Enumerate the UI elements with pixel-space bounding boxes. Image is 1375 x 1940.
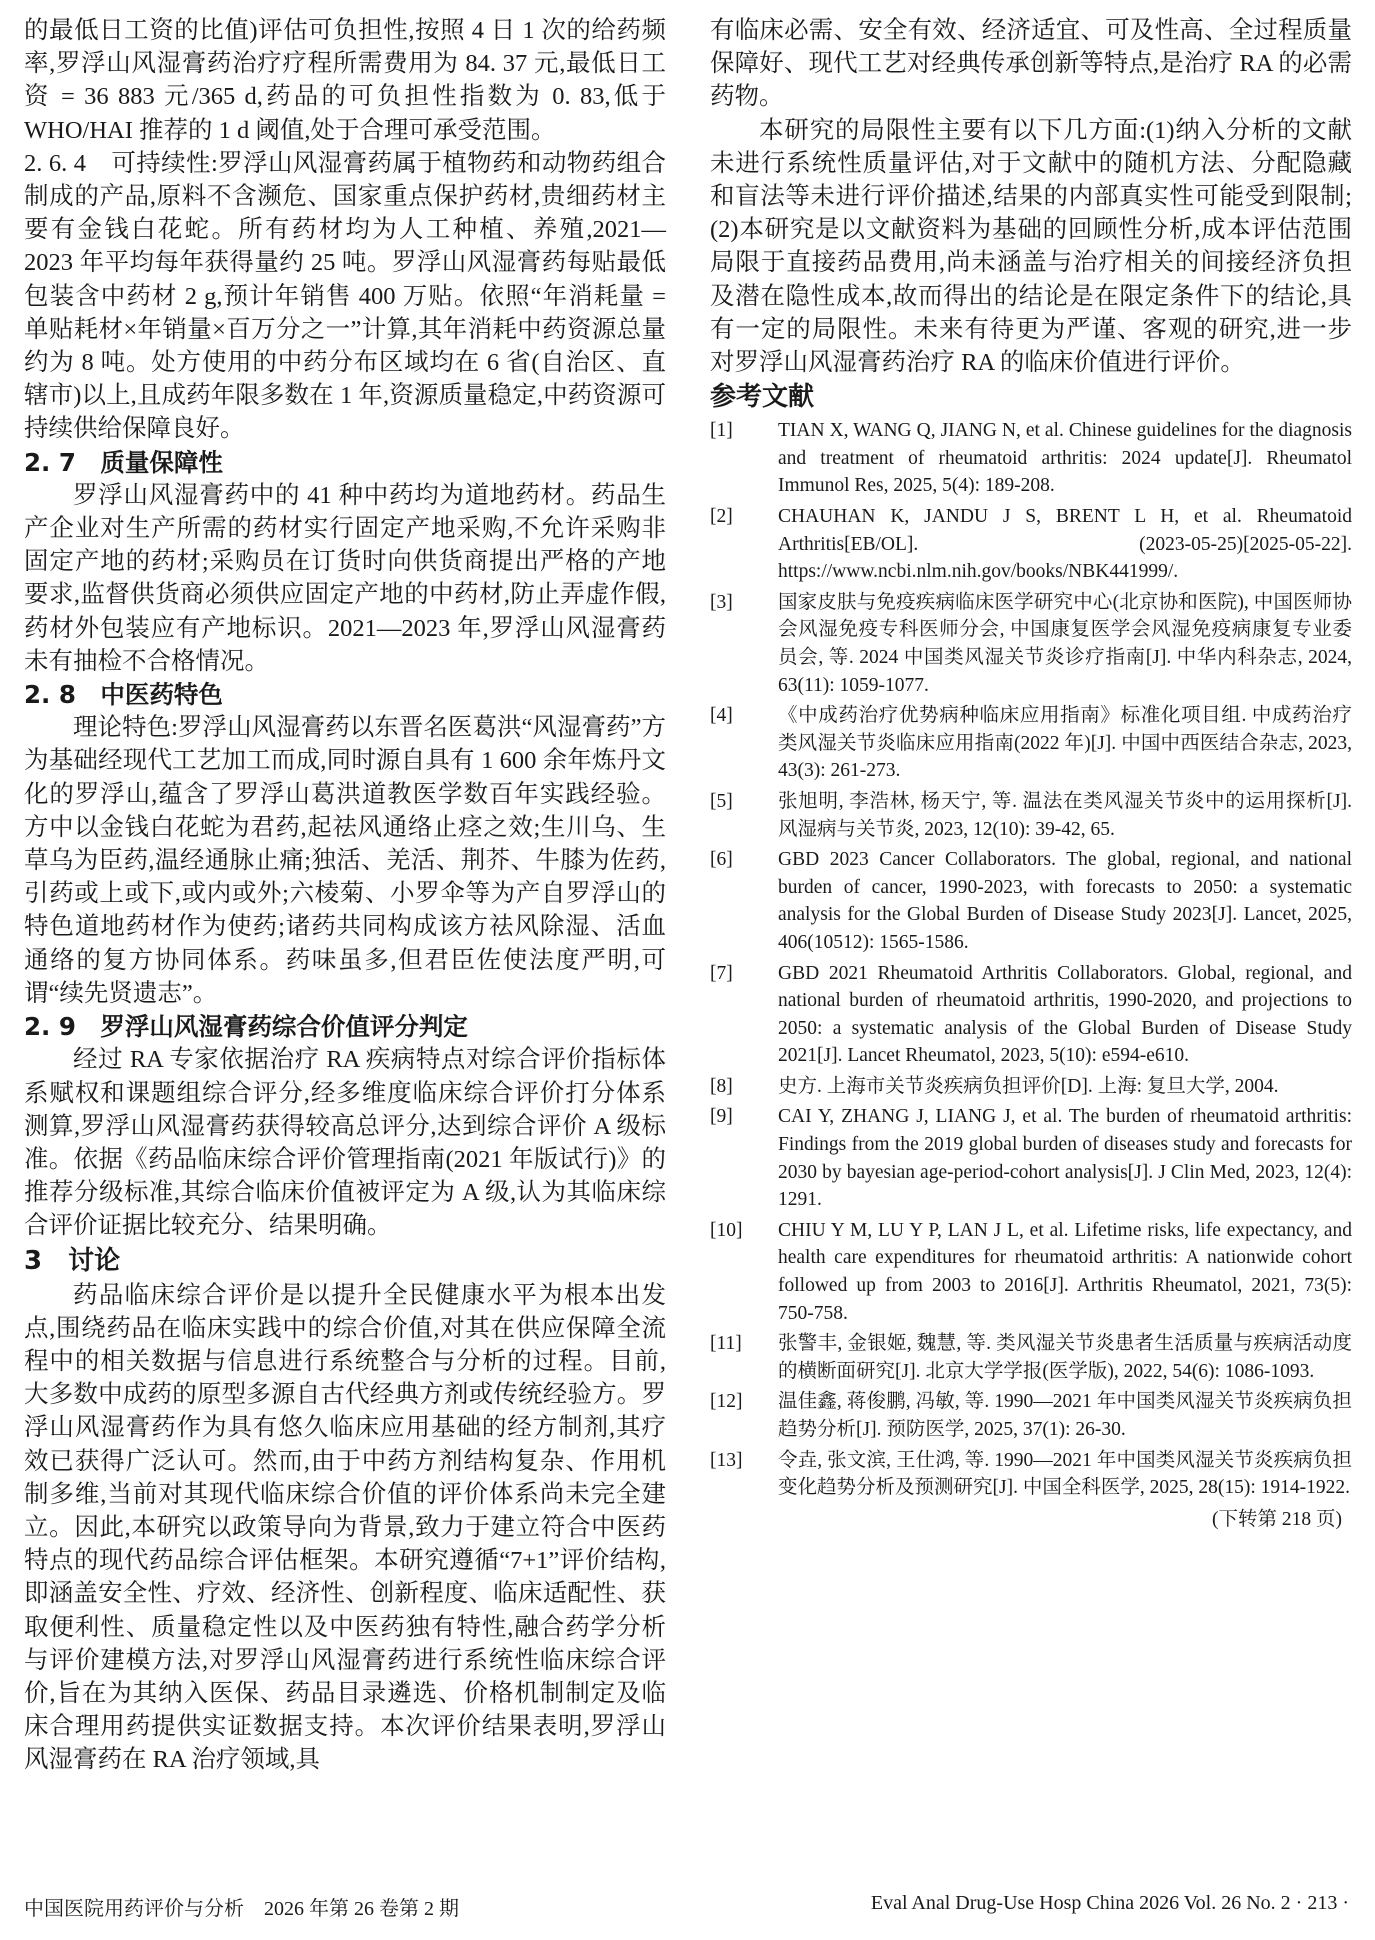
- reference-text: 令垚, 张文滨, 王仕鸿, 等. 1990—2021 年中国类风湿关节炎疾病负担变化趋势分析及预测研究[J]. 中国全科医学, 2025, 28(15): 1914-1922.: [778, 1449, 1352, 1499]
- reference-number: [3]: [710, 591, 733, 613]
- reference-text: CHIU Y M, LU Y P, LAN J L, et al. Lifetime risks, life expectancy, and health care expenditures for rheumatoid arthritis: A nationwide cohort followed up from 2003 to 2016[J]. Arthritis Rheumatol, 2021, 73(5): 750-758.: [778, 1219, 1352, 1324]
- section-heading: 2. 8 中医药特色: [24, 680, 223, 710]
- reference-item: [710, 1388, 1352, 1443]
- paragraph: 经过 RA 专家依据治疗 RA 疾病特点对综合评价指标体系赋权和课题组综合评分,经多维度临床综合评价打分体系测算,罗浮山风湿膏药获得较高总评分,达到综合评价 A 级标准。依据《药品临床综合评价管理指南(2021 年版试行)》的推荐分级标准,其综合临床价值被评定为 A 级,认为其临床综合评价证据比较充分、结果明确。: [24, 1046, 666, 1240]
- reference-number: [11]: [710, 1333, 742, 1355]
- reference-text: 国家皮肤与免疫疾病临床医学研究中心(北京协和医院), 中国医师协会风湿免疫专科医师分会, 中国康复医学会风湿免疫病康复专业委员会, 等. 2024 中国类风湿关节炎诊疗指南[J]. 中华内科杂志, 2024, 63(11): 1059-1077.: [778, 591, 1352, 696]
- paragraph: 的最低日工资的比值)评估可负担性,按照 4 日 1 次的给药频率,罗浮山风湿膏药治疗疗程所需费用为 84. 37 元,最低日工资 = 36 883 元/365 d,药品的可负担性指数为 0. 83,低于 WHO/HAI 推荐的 1 d 阈值,处于合理可承受范围。: [24, 17, 666, 144]
- reference-number: [2]: [710, 506, 733, 528]
- reference-number: [5]: [710, 790, 733, 812]
- reference-text: 史方. 上海市关节炎疾病负担评价[D]. 上海: 复旦大学, 2004.: [778, 1075, 1279, 1097]
- page-footer: [24, 1892, 1349, 1922]
- reference-text: CAI Y, ZHANG J, LIANG J, et al. The burden of rheumatoid arthritis: Findings from the 2019 global burden of diseases study and forecasts for 2030 by bayesian age-period-cohort analysis[J]. J Clin Med, 2023, 12(4): 1291.: [778, 1106, 1352, 1211]
- reference-item: [710, 788, 1352, 843]
- reference-text: 张警丰, 金银姬, 魏慧, 等. 类风湿关节炎患者生活质量与疾病活动度的横断面研究[J]. 北京大学学报(医学版), 2022, 54(6): 1086-1093.: [778, 1333, 1352, 1382]
- journal-name-en-page: Eval Anal Drug-Use Hosp China 2026 Vol. 26 No. 2 · 213 ·: [870, 1892, 1349, 1914]
- reference-number: [7]: [710, 962, 733, 984]
- section-heading: 2. 7 质量保障性: [24, 447, 223, 477]
- paragraph: 2. 6. 4 可持续性:罗浮山风湿膏药属于植物药和动物药组合制成的产品,原料不含濒危、国家重点保护药材,贵细药材主要有金钱白花蛇。所有药材均为人工种植、养殖,2021—2023 年平均每年获得量约 25 吨。罗浮山风湿膏药每贴最低包装含中药材 2 g,预计年销售 400 万贴。依照“年消耗量 = 单贴耗材×年销量×百万分之一”计算,其年消耗中药资源总量约为 8 吨。处方使用的中药分布区域均在 6 省(自治区、直辖市)以上,且成药年限多数在 1 年,资源质量稳定,中药资源可持续供给保障良好。: [24, 149, 666, 443]
- reference-item: [710, 1217, 1352, 1327]
- section-heading: 2. 9 罗浮山风湿膏药综合价值评分判定: [24, 1012, 468, 1042]
- paragraph: 有临床必需、安全有效、经济适宜、可及性高、全过程质量保障好、现代工艺对经典传承创新等特点,是治疗 RA 的必需药物。: [710, 17, 1352, 111]
- reference-text: 《中成药治疗优势病种临床应用指南》标准化项目组. 中成药治疗类风湿关节炎临床应用指南(2022 年)[J]. 中国中西医结合杂志, 2023, 43(3): 261-273.: [778, 705, 1352, 782]
- reference-number: [9]: [710, 1106, 733, 1128]
- reference-number: [10]: [710, 1219, 743, 1241]
- reference-number: [1]: [710, 420, 733, 442]
- paragraph: 理论特色:罗浮山风湿膏药以东晋名医葛洪“风湿膏药”方为基础经现代工艺加工而成,同时源自具有 1 600 余年炼丹文化的罗浮山,蕴含了罗浮山葛洪道教医学数百年实践经验。方中以金钱白花蛇为君药,起祛风通络止痉之效;生川乌、生草乌为臣药,温经通脉止痛;独活、羌活、荆芥、牛膝为佐药,引药或上或下,或内或外;六棱菊、小罗伞等为产自罗浮山的特色道地药材作为使药;诸药共同构成该方祛风除湿、活血通络的复方协同体系。药味虽多,但君臣佐使法度严明,可谓“续先贤遗志”。: [24, 714, 666, 1007]
- left-column: [24, 14, 666, 1777]
- paragraph: 罗浮山风湿膏药中的 41 种中药均为道地药材。药品生产企业对生产所需的药材实行固定产地采购,不允许采购非固定产地的药材;采购员在订货时向供货商提出严格的产地要求,监督供货商必须供应固定产地的中药材,防止弄虚作假,药材外包装应有产地标识。2021—2023 年,罗浮山风湿膏药未有抽检不合格情况。: [24, 481, 666, 675]
- reference-item: [710, 417, 1352, 500]
- reference-item: [710, 503, 1352, 586]
- reference-number: [8]: [710, 1075, 733, 1097]
- right-column: [710, 14, 1352, 1534]
- reference-list: [710, 417, 1352, 1502]
- section-heading: 3 讨论: [24, 1245, 121, 1276]
- reference-item: [710, 589, 1352, 699]
- reference-number: [13]: [710, 1449, 743, 1471]
- reference-text: CHAUHAN K, JANDU J S, BRENT L H, et al. Rheumatoid Arthritis[EB/OL]. (2023-05-25)[2025-05-22]. https://www.ncbi.nlm.nih.gov/books/NBK441999/.: [778, 506, 1352, 583]
- reference-text: TIAN X, WANG Q, JIANG N, et al. Chinese guidelines for the diagnosis and treatment of rheumatoid arthritis: 2024 update[J]. Rheumatol Immunol Res, 2025, 5(4): 189-208.: [778, 420, 1352, 497]
- reference-text: 温佳鑫, 蒋俊鹏, 冯敏, 等. 1990—2021 年中国类风湿关节炎疾病负担趋势分析[J]. 预防医学, 2025, 37(1): 26-30.: [778, 1391, 1352, 1441]
- reference-number: [6]: [710, 849, 733, 871]
- reference-item: [710, 702, 1352, 785]
- reference-number: [4]: [710, 705, 733, 727]
- reference-item: [710, 1073, 1352, 1101]
- reference-item: [710, 1103, 1352, 1213]
- paragraph: 药品临床综合评价是以提升全民健康水平为根本出发点,围绕药品在临床实践中的综合价值,对其在供应保障全流程中的相关数据与信息进行系统整合与分析的过程。目前,大多数中成药的原型多源自古代经典方剂或传统经验方。罗浮山风湿膏药作为具有悠久临床应用基础的经方制剂,其疗效已获得广泛认可。然而,由于中药方剂结构复杂、作用机制多维,当前对其现代临床综合价值的评价体系尚未完全建立。因此,本研究以政策导向为背景,致力于建立符合中医药特点的现代药品综合评估框架。本研究遵循“7+1”评价结构,即涵盖安全性、疗效、经济性、创新程度、临床适配性、获取便利性、质量稳定性以及中医药独有特性,融合药学分析与评价建模方法,对罗浮山风湿膏药进行系统性临床综合评价,旨在为其纳入医保、药品目录遴选、价格机制制定及临床合理用药提供实证数据支持。本次评价结果表明,罗浮山风湿膏药在 RA 治疗领域,具: [24, 1281, 666, 1774]
- reference-item: [710, 846, 1352, 956]
- reference-number: [12]: [710, 1391, 743, 1413]
- reference-text: GBD 2023 Cancer Collaborators. The global, regional, and national burden of cancer, 1990-2023, with forecasts to 2050: a systematic analysis for the Global Burden of Disease Study 2023[J]. Lancet, 2025, 406(10512): 1565-1586.: [778, 849, 1352, 953]
- reference-text: GBD 2021 Rheumatoid Arthritis Collaborators. Global, regional, and national burden of rheumatoid arthritis, 1990-2020, and projections to 2050: a systematic analysis of the Global Burden of Disease Study 2021[J]. Lancet Rheumatol, 2023, 5(10): e594-e610.: [778, 962, 1352, 1067]
- reference-item: [710, 1447, 1352, 1502]
- paragraph: 本研究的局限性主要有以下几方面:(1)纳入分析的文献未进行系统性质量评估,对于文献中的随机方法、分配隐藏和盲法等未进行评价描述,结果的内部真实性可能受到限制;(2)本研究是以文献资料为基础的回顾性分析,成本评估范围局限于直接药品费用,尚未涵盖与治疗相关的间接经济负担及潜在隐性成本,故而得出的结论是在限定条件下的结论,具有一定的局限性。未来有待更为严谨、客观的研究,进一步对罗浮山风湿膏药治疗 RA 的临床价值进行评价。: [710, 116, 1352, 377]
- journal-name-cn: 中国医院用药评价与分析 2026 年第 26 卷第 2 期: [24, 1898, 459, 1920]
- reference-item: [710, 960, 1352, 1070]
- reference-item: [710, 1330, 1352, 1385]
- references-heading: 参考文献: [710, 382, 815, 413]
- reference-text: 张旭明, 李浩林, 杨天宁, 等. 温法在类风湿关节炎中的运用探析[J]. 风湿病与关节炎, 2023, 12(10): 39-42, 65.: [778, 790, 1352, 840]
- continued-note: (下转第 218 页): [1212, 1508, 1342, 1530]
